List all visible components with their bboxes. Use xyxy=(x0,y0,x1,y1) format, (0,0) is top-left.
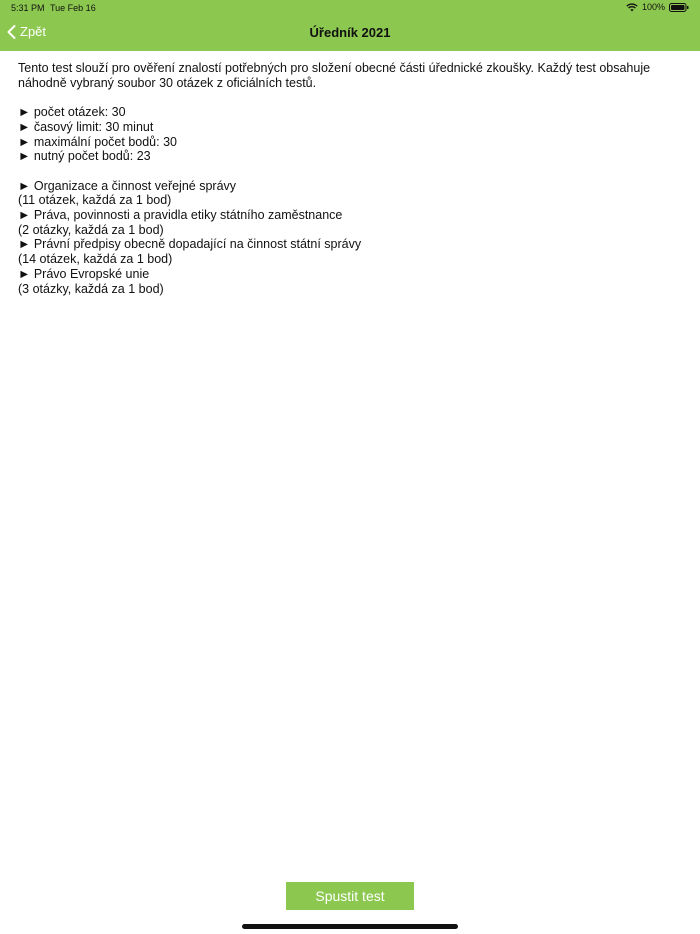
back-button-label: Zpět xyxy=(20,24,47,39)
test-description xyxy=(18,61,678,296)
section-detail: (11 otázek, každá za 1 bod) xyxy=(18,193,172,208)
navigation-bar xyxy=(0,16,700,51)
battery-icon xyxy=(669,3,689,12)
section-detail: (2 otázky, každá za 1 bod) xyxy=(18,222,164,237)
section-title: ► Právní předpisy obecně dopadající na činnost státní správy xyxy=(18,237,362,252)
status-date: Tue Feb 16 xyxy=(50,3,96,13)
intro-line: náhodně vybraný soubor 30 otázek z oficiálních testů. xyxy=(18,75,317,90)
wifi-icon xyxy=(626,3,638,12)
home-indicator xyxy=(242,924,458,929)
top-bar xyxy=(0,0,700,51)
intro-line: Tento test slouží pro ověření znalostí potřebných pro složení obecné části úřednické zkoušky. Každý test obsahuje xyxy=(18,61,651,75)
page-title: Úředník 2021 xyxy=(309,25,391,40)
fact-question-count: ► počet otázek: 30 xyxy=(18,105,126,120)
fact-max-points: ► maximální počet bodů: 30 xyxy=(18,134,177,149)
fact-time-limit: ► časový limit: 30 minut xyxy=(18,119,154,134)
status-indicators xyxy=(626,2,689,12)
fact-required-points: ► nutný počet bodů: 23 xyxy=(18,149,151,164)
section-title: ► Organizace a činnost veřejné správy xyxy=(18,178,237,193)
start-test-button[interactable]: Spustit test xyxy=(286,882,414,910)
section-title: ► Práva, povinnosti a pravidla etiky státního zaměstnance xyxy=(18,208,343,222)
section-detail: (14 otázek, každá za 1 bod) xyxy=(18,252,173,267)
section-detail: (3 otázky, každá za 1 bod) xyxy=(18,281,164,296)
battery-percent: 100% xyxy=(641,2,665,12)
status-bar xyxy=(0,0,700,16)
section-title: ► Právo Evropské unie xyxy=(18,266,150,281)
status-time: 5:31 PM xyxy=(11,3,45,13)
